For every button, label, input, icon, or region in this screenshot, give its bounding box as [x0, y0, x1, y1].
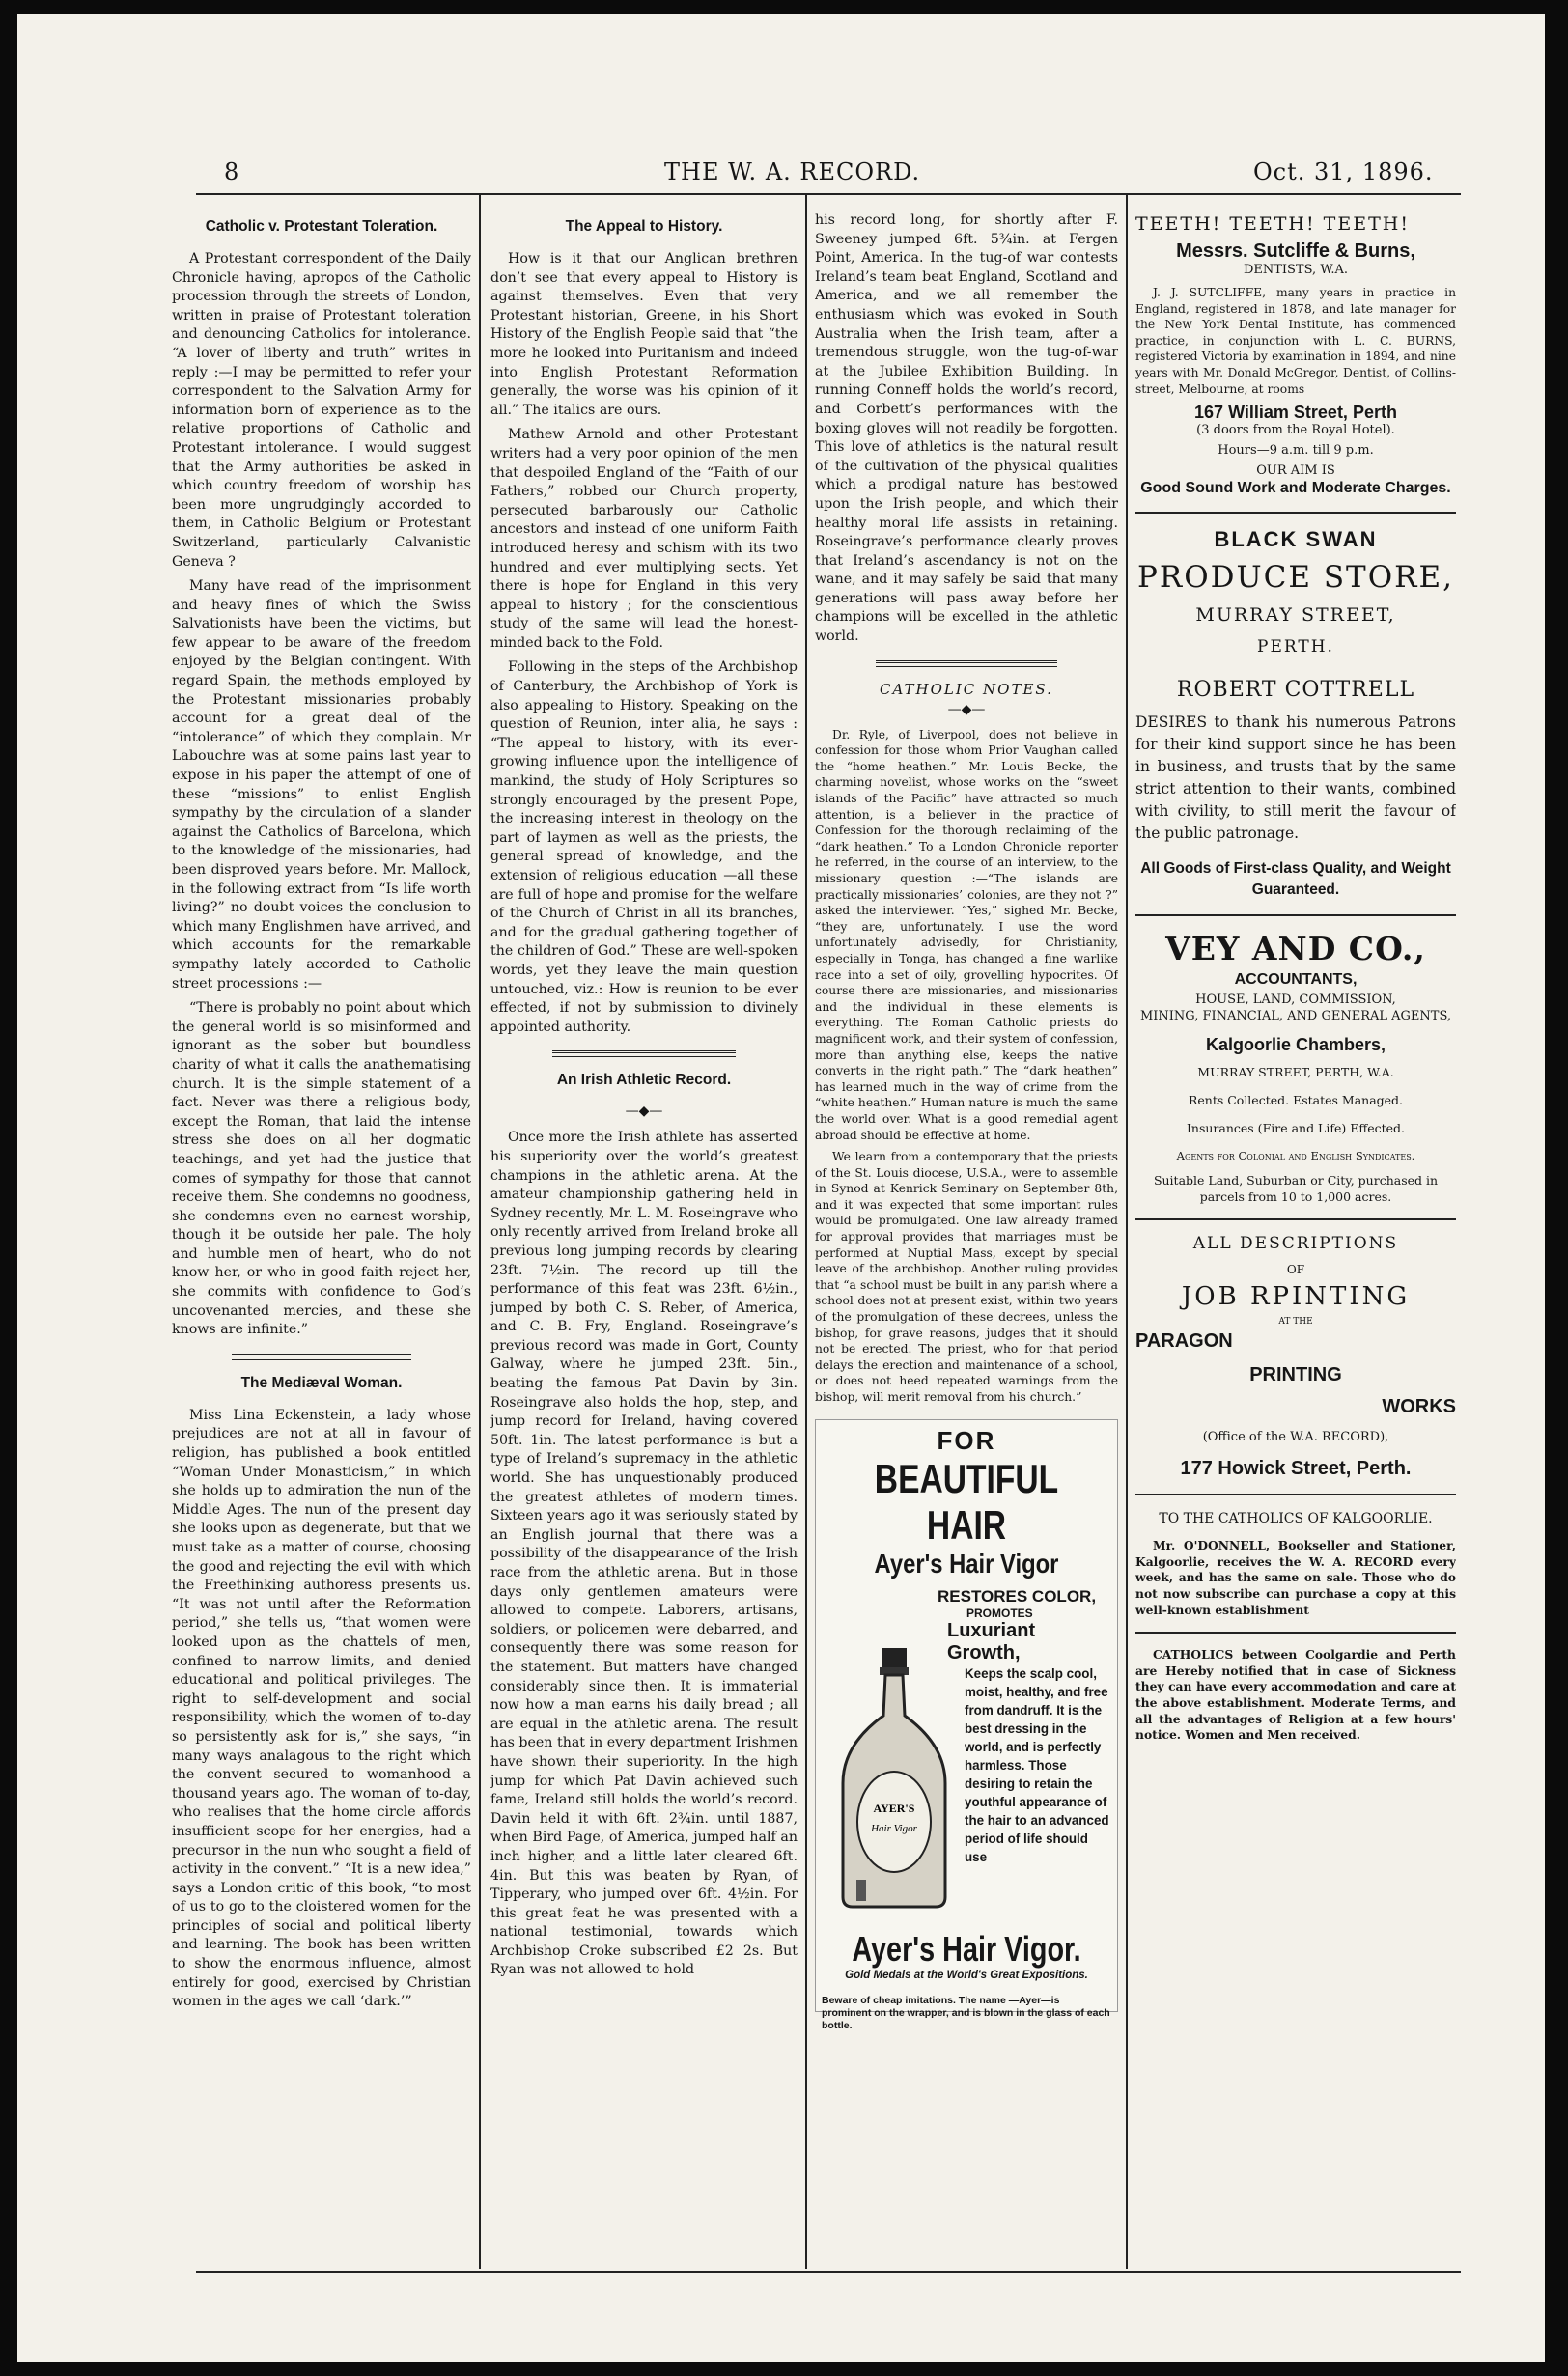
news-item: We learn from a contemporary that the priests of the St. Louis diocese, U.S.A., were to assemble in Synod at Kenrick Seminary on September 8th, and it was expected that some important rules would be promulgated. One law already framed for approval provides that marriages must be performed at Nuptial Mass, except by special leave of the archbishop. Another ruling provides that “a school must be built in any parish where a school does not at present exist, within two years of the promulgation of these decrees, unless the bishop, for grave reasons, judges that it should not be erected. The priest, who for that period delays the erection and maintenance of a school, or does not heed repeated warnings from the bishop, will merit removal from his church.” [815, 1150, 1118, 1404]
ad-brand-footer: Ayer's Hair Vigor. [852, 1928, 1081, 1969]
ad-line: AT THE [1278, 1317, 1313, 1328]
article-headline: An Irish Athletic Record. [556, 1072, 732, 1089]
article-headline: The Appeal to History. [565, 218, 723, 235]
notice-heading: TO THE CATHOLICS OF KALGOORLIE. [1159, 1511, 1433, 1527]
ad-medals: Gold Medals at the World's Great Expositions. [845, 1969, 1088, 1981]
column-divider [479, 193, 481, 2269]
ad-address: 167 William Street, Perth [1194, 403, 1397, 423]
ad-address: MURRAY STREET, PERTH, W.A. [1197, 1065, 1394, 1080]
ad-body: DESIRES to thank his numerous Patrons for their kind support since he has been in business, and trusts that by the same strict attention to their wants, combined with civility, to still merit the favour of the public patronage. [1135, 713, 1456, 843]
ad-works-line: WORKS [1382, 1396, 1456, 1418]
ad-divider [1135, 914, 1456, 916]
ad-location-note: (3 doors from the Royal Hotel). [1196, 423, 1395, 438]
section-heading: CATHOLIC NOTES. [880, 680, 1053, 698]
article-paragraph: Once more the Irish athlete has asserted his superiority over the world’s greatest champions in the athletic arena. At the amateur championship gathering held in Sydney recently, Mr. L. M. Roseingrave who only recently arrived from Ireland broke all previous long jumping records by clearing 23ft. 7½in. The record up till the performance of this feat was 23ft. 6½in., jumped by both C. S. Reber, of America, and C. B. Fry, England. Roseingrave’s previous record was made in Gort, County Galway, where he jumped 23ft. 5in., beating the famous Pat Davin by 3in. Roseingrave also holds the hop, step, and jump record for Ireland, having covered 50ft. 1in. The latest performance is but a type of Ireland’s supremacy in the athletic world. She has unquestionably produced the greatest athletes of modern times. Sixteen years ago it was seriously stated by an English journal that there was a possibility of the disappearance of the Irish race from the athletic arena. But in those days only gentlemen amateurs were allowed to compete. Laborers, artisans, soldiers, or policemen were debarred, and consequently there was some reason for the statement. But matters have changed considerably since then. It is immaterial now how a man earns his daily bread ; all are equal in the athletic arena. The result has been that in every department Irishmen have shown their superiority. In the high jump for which Pat Davin achieved such fame, Ireland still holds the world’s record. Davin held it with 6ft. 2¾in. until 1887, when Bird Page, of America, jumped half an inch higher, and a little later cleared 6ft. 4in. But this was beaten by Ryan, of Tipperary, who jumped over 6ft. 4½in. For this great feat he was presented with a national testimonial, towards which Archbishop Croke subscribed £2 2s. But Ryan was not allowed to hold [490, 1130, 798, 1978]
ad-dentists: DENTISTS, W.A. [1243, 263, 1349, 277]
ad-headline: BEAUTIFUL HAIR [874, 1455, 1059, 1548]
article-paragraph: Mathew Arnold and other Protestant writers had a very poor opinion of the men that despoiled England of the “Faith of our Fathers,” robbed our Church property, persecuted barbarously our Catholic ancestors and instead of one uniform Faith introduced heresy and schism with its two hundred and ever multiplying sects. Yet there is hope for England in this very appeal to history ; for the conscientious study of the same will lead the honest-minded back to the Fold. [490, 427, 798, 651]
ad-printing-line: PRINTING [1249, 1364, 1342, 1386]
ad-divider [1135, 1218, 1456, 1220]
footer-rule [196, 2271, 1461, 2273]
bottle-label-text: AYER'S [873, 1801, 915, 1815]
ad-promotes: PROMOTES [966, 1606, 1033, 1620]
ad-heading: VEY AND CO., [1165, 930, 1426, 968]
article-paragraph: his record long, for shortly after F. Sweeney jumped 6ft. 5¾in. at Fergen Point, America. In the tug-of war contests Ireland’s team beat England, Scotland and America, and we all remember the enthusiasm which was evoked in South Australia when the Irish team, after a tremendous struggle, won the tug-of-war at the Jubilee Exhibition Building. In running Conneff holds the world’s record, and Corbett’s performances with the boxing gloves will not readily be forgotten. This love of athletics is the natural result of the cultivation of the physical qualities which a prodigal nature has bestowed upon the Irish people, and which their healthy moral life assists in retaining. Roseingrave’s performance clearly proves that Ireland’s ascendancy is not on the wane, and it may safely be said that many generations will pass away before her champions will be excelled in the athletic world. [815, 212, 1118, 645]
ad-for: FOR [937, 1425, 996, 1455]
article-paragraph: Many have read of the imprisonment and heavy fines of which the Swiss Salvationists have been the victims, but few appear to be aware of the freedom enjoyed by the Belgian contingent. With regard Spain, the methods employed by the Protestant missionaries probably account for a great deal of the “intolerance” of which they complain. Mr Labouchre was at some pains last year to expose in his paper the attempt of one of these “missions” to enlist English sympathy by the circulation of a slander against the Catholics of Barcelona, which to the knowledge of the missionaries, had been disproved years before. Mr. Mallock, in the following extract from “Is life worth living?” no doubt voices the conclusion to which many Englishmen have arrived, and which accounts for the remarkable sympathy lately accorded to Catholic street processions :— [172, 578, 471, 992]
ad-hours: Hours—9 a.m. till 9 p.m. [1218, 443, 1374, 459]
ad-divider [1135, 1632, 1456, 1634]
coolgardie-notice: CATHOLICS between Coolgardie and Perth are Hereby notified that in case of Sickness they can have every accommodation and care at the above establishment. Moderate Terms, and all the advantages of Religion at a few hours' notice. Women and Men received. [1135, 1647, 1456, 1743]
kalgoorlie-notice [1135, 1509, 1456, 1618]
section-divider [876, 660, 1057, 667]
ad-tagline: Good Sound Work and Moderate Charges. [1140, 480, 1451, 497]
ad-store-name: PRODUCE STORE, [1137, 560, 1454, 596]
dentist-ad [1135, 213, 1456, 498]
notice-body: Mr. O'DONNELL, Bookseller and Stationer, Kalgoorlie, receives the W. A. RECORD every week, and has the same on sale. Those who do not now subscribe can purchase a copy at this well-known establishment [1135, 1538, 1456, 1617]
ayers-hair-vigor-ad [815, 1419, 1118, 2031]
ad-services: MINING, FINANCIAL, AND GENERAL AGENTS, [1139, 1009, 1452, 1024]
article-headline: Catholic v. Protestant Toleration. [205, 218, 438, 235]
vey-and-co-ad [1135, 930, 1456, 1205]
ad-luxuriant: Luxuriant Growth, [947, 1619, 1036, 1663]
svg-text:Hair Vigor: Hair Vigor [871, 1822, 917, 1834]
ad-heading: JOB RPINTING [1181, 1282, 1411, 1312]
section-divider [552, 1050, 737, 1057]
ad-aim: OUR AIM IS [1256, 463, 1335, 479]
ad-address: 177 Howick Street, Perth. [1180, 1458, 1412, 1480]
ad-body-text: Keeps the scalp cool, moist, healthy, and free from dandruff. It is the best dressing in the world, and is perfectly harmless. Those desiring to retain the youthful appearance of the hair to an advanced period of life should use [965, 1665, 1109, 1864]
header-rule [196, 193, 1461, 195]
printing-ad [1135, 1234, 1456, 1480]
newspaper-page [17, 14, 1545, 2362]
article-paragraph: How is it that our Anglican brethren don’t see that every appeal to History is against themselves. Even that very Protestant historian, Greene, in his Short History of the English People said that “the more he looked into Puritanism and indeed into English Protestant Reformation generally, the worse was his opinion of it all.” The italics are ours. [490, 251, 798, 418]
ad-service-line: Agents for Colonial and English Syndicates. [1176, 1149, 1415, 1163]
article-paragraph: A Protestant correspondent of the Daily Chronicle having, apropos of the Catholic procession through the streets of London, written in praise of Protestant toleration and denouncing Catholics for intolerance. “A lover of liberty and truth” writes in reply :—I may be permitted to refer your correspondent to the Salvation Army for information born of experience as to the relative proportions of Catholic and Protestant intolerance. I would suggest that the Army authorities be asked in which country freedom of worship has been more ungrudgingly accorded to them, in Catholic Belgium or Protestant Switzerland, particularly Calvanistic Geneva ? [172, 251, 471, 570]
news-item: Dr. Ryle, of Liverpool, does not believe in confession for those whom Prior Vaughan called the “home heathen.” Mr. Louis Becke, the charming novelist, whose works on the “sweet islands of the Pacific” have attracted so much attention, is a believer in the practice of Confession for the thorough reclaiming of the “dark heathen.” To a London Chronicle reporter he referred, in the course of an interview, to the missionary question :—“The islands are practically missionaries’ colonies, are they not ?” asked the interviewer. “Yes,” sighed Mr. Becke, “they are, unfortunately. I use the word unfortunately advisedly, for Christianity, especially in Tonga, has changed a fine warlike race into a set of oily, grovelling hypocrites. Of course there are missionaries, and missionaries and the individual in these elements is everything. The Roman Catholic priests do magnificent work, and their system of confession, more than anything else, keeps the native converts in the right path.” The “dark heathen” has learned much in the way of crime from the “white heathen.” Human nature is much the same the world over. What is a good remedial agent abroad should be effective at home. [815, 727, 1118, 1142]
column-1 [172, 211, 471, 2268]
column-4-adverts [1135, 211, 1456, 2268]
ornament-divider: —◆— [625, 1104, 663, 1120]
ad-proprietor: ROBERT COTTRELL [1176, 678, 1415, 703]
article-headline: The Mediæval Woman. [240, 1374, 403, 1391]
section-divider [232, 1354, 411, 1360]
page-header [210, 158, 1456, 191]
ad-service-line: Rents Collected. Estates Managed. [1188, 1093, 1404, 1108]
column-3 [815, 211, 1118, 2268]
ad-street: MURRAY STREET, [1195, 604, 1396, 627]
ad-beware: Beware of cheap imitations. The name —Ayer—is prominent on the wrapper, and is blown in the glass of each bottle. [822, 1994, 1110, 2031]
article-paragraph: “There is probably no point about which the general world is so misinformed and ignorant as the sober but boundless charity of what it calls the anathematising church. It is the simple statement of a fact. Never was there a religious body, except the Roman, that laid the intense stress she does on all her dogmatic teachings, and yet had the justice that comes of sympathy for those that cannot receive them. She condemns no goodness, she condemns even no earnest worship, though it be outside her pale. The holy and humble men of heart, who do not know her, or who in good faith reject her, she commits with confidence to God’s uncovenanted mercies, and these she knows are infinite.” [172, 1000, 471, 1338]
issue-date: Oct. 31, 1896. [1253, 158, 1434, 185]
column-divider [1126, 193, 1128, 2269]
column-divider [805, 193, 807, 2269]
ad-restores: RESTORES COLOR, [938, 1586, 1097, 1606]
ad-land-note: Suitable Land, Suburban or City, purchased in parcels from 10 to 1,000 acres. [1153, 1173, 1439, 1205]
black-swan-ad [1135, 527, 1456, 901]
ad-brand: Ayer's Hair Vigor [874, 1548, 1059, 1579]
ad-body: J. J. SUTCLIFFE, many years in practice in England, registered in 1878, and late manager for the New York Dental Institute, has commenced practice, in conjunction with L. C. BURNS, registered Victoria by examination in 1894, and nine years with Mr. Donald McGregor, Dentist, of Collins-street, Melbourne, at rooms [1135, 286, 1456, 396]
page-number: 8 [224, 158, 240, 185]
ad-divider [1135, 1494, 1456, 1495]
ad-teeth-heading: TEETH! TEETH! TEETH! [1135, 213, 1410, 235]
ad-firm-name: Messrs. Sutcliffe & Burns, [1176, 240, 1415, 262]
ad-office-note: (Office of the W.A. RECORD), [1202, 1430, 1389, 1445]
ad-city: PERTH. [1257, 637, 1334, 657]
ad-heading: BLACK SWAN [1214, 527, 1378, 552]
newspaper-title: THE W. A. RECORD. [664, 158, 921, 185]
article-paragraph: Following in the steps of the Archbishop of Canterbury, the Archbishop of York is also appealing to History. Speaking on the question of Reunion, inter alia, he says : “The appeal to history, with its ever-growing influence upon the intelligence of mankind, the study of Holy Scriptures so strongly encouraged by the present Pope, the increasing interest in theology on the part of laymen as well as the priests, the general spread of knowledge, and the extension of religious education —all these are full of hope and promise for the welfare of the Church of Christ in all its branches, and for the gradual gathering together of the children of God.” These are well-spoken words, yet they leave the main question untouched, viz.: How is reunion to be ever effected, if not by submission to divinely appointed authority. [490, 659, 798, 1035]
ad-accountants: ACCOUNTANTS, [1234, 971, 1358, 989]
ad-paragraph-line: PARAGON [1135, 1330, 1233, 1353]
article-paragraph: Miss Lina Eckenstein, a lady whose prejudices are not at all in favour of religion, has published a book entitled “Woman Under Monasticism,” in which she holds up to admiration the nun of the Middle Ages. The nun of the present day she looks upon as degenerate, but that we must take as a matter of course, choosing the good and rejecting the evil with which the Freethinking authoress presents us. “It was not until after the Reformation period,” she tells us, “that women were looked upon as the chattels of men, confined to narrow limits, and denied educational and political privileges. The right to self-development and social responsibility, which the women of to-day so persistently ask for is,” she says, “in many ways analagous to the right which the convent secured to womanhood a thousand years ago. The woman of to-day, who realises that the home circle affords insufficient scope for her energies, had a precursor in the nun who sought a field of activity in the convent.” “It is a new idea,” says a London critic of this book, “to most of us to go to the cloistered women for the principles of social and political liberty and learning. The book has been written to show the enormous influence, almost entirely for good, exercised by Christian women in the ages we call ‘dark.’” [172, 1407, 471, 2010]
ad-line: ALL DESCRIPTIONS [1192, 1234, 1399, 1254]
ornament-divider: —◆— [947, 701, 986, 717]
hair-vigor-bottle-illustration [837, 1648, 951, 1909]
ad-services: HOUSE, LAND, COMMISSION, [1195, 992, 1396, 1008]
ad-divider [1135, 512, 1456, 514]
ad-service-line: Insurances (Fire and Life) Effected. [1186, 1121, 1406, 1136]
ad-guarantee: All Goods of First-class Quality, and Weight Guaranteed. [1140, 860, 1451, 899]
ad-line: OF [1286, 1263, 1305, 1277]
column-2 [490, 211, 798, 2268]
ad-chambers: Kalgoorlie Chambers, [1205, 1035, 1386, 1055]
